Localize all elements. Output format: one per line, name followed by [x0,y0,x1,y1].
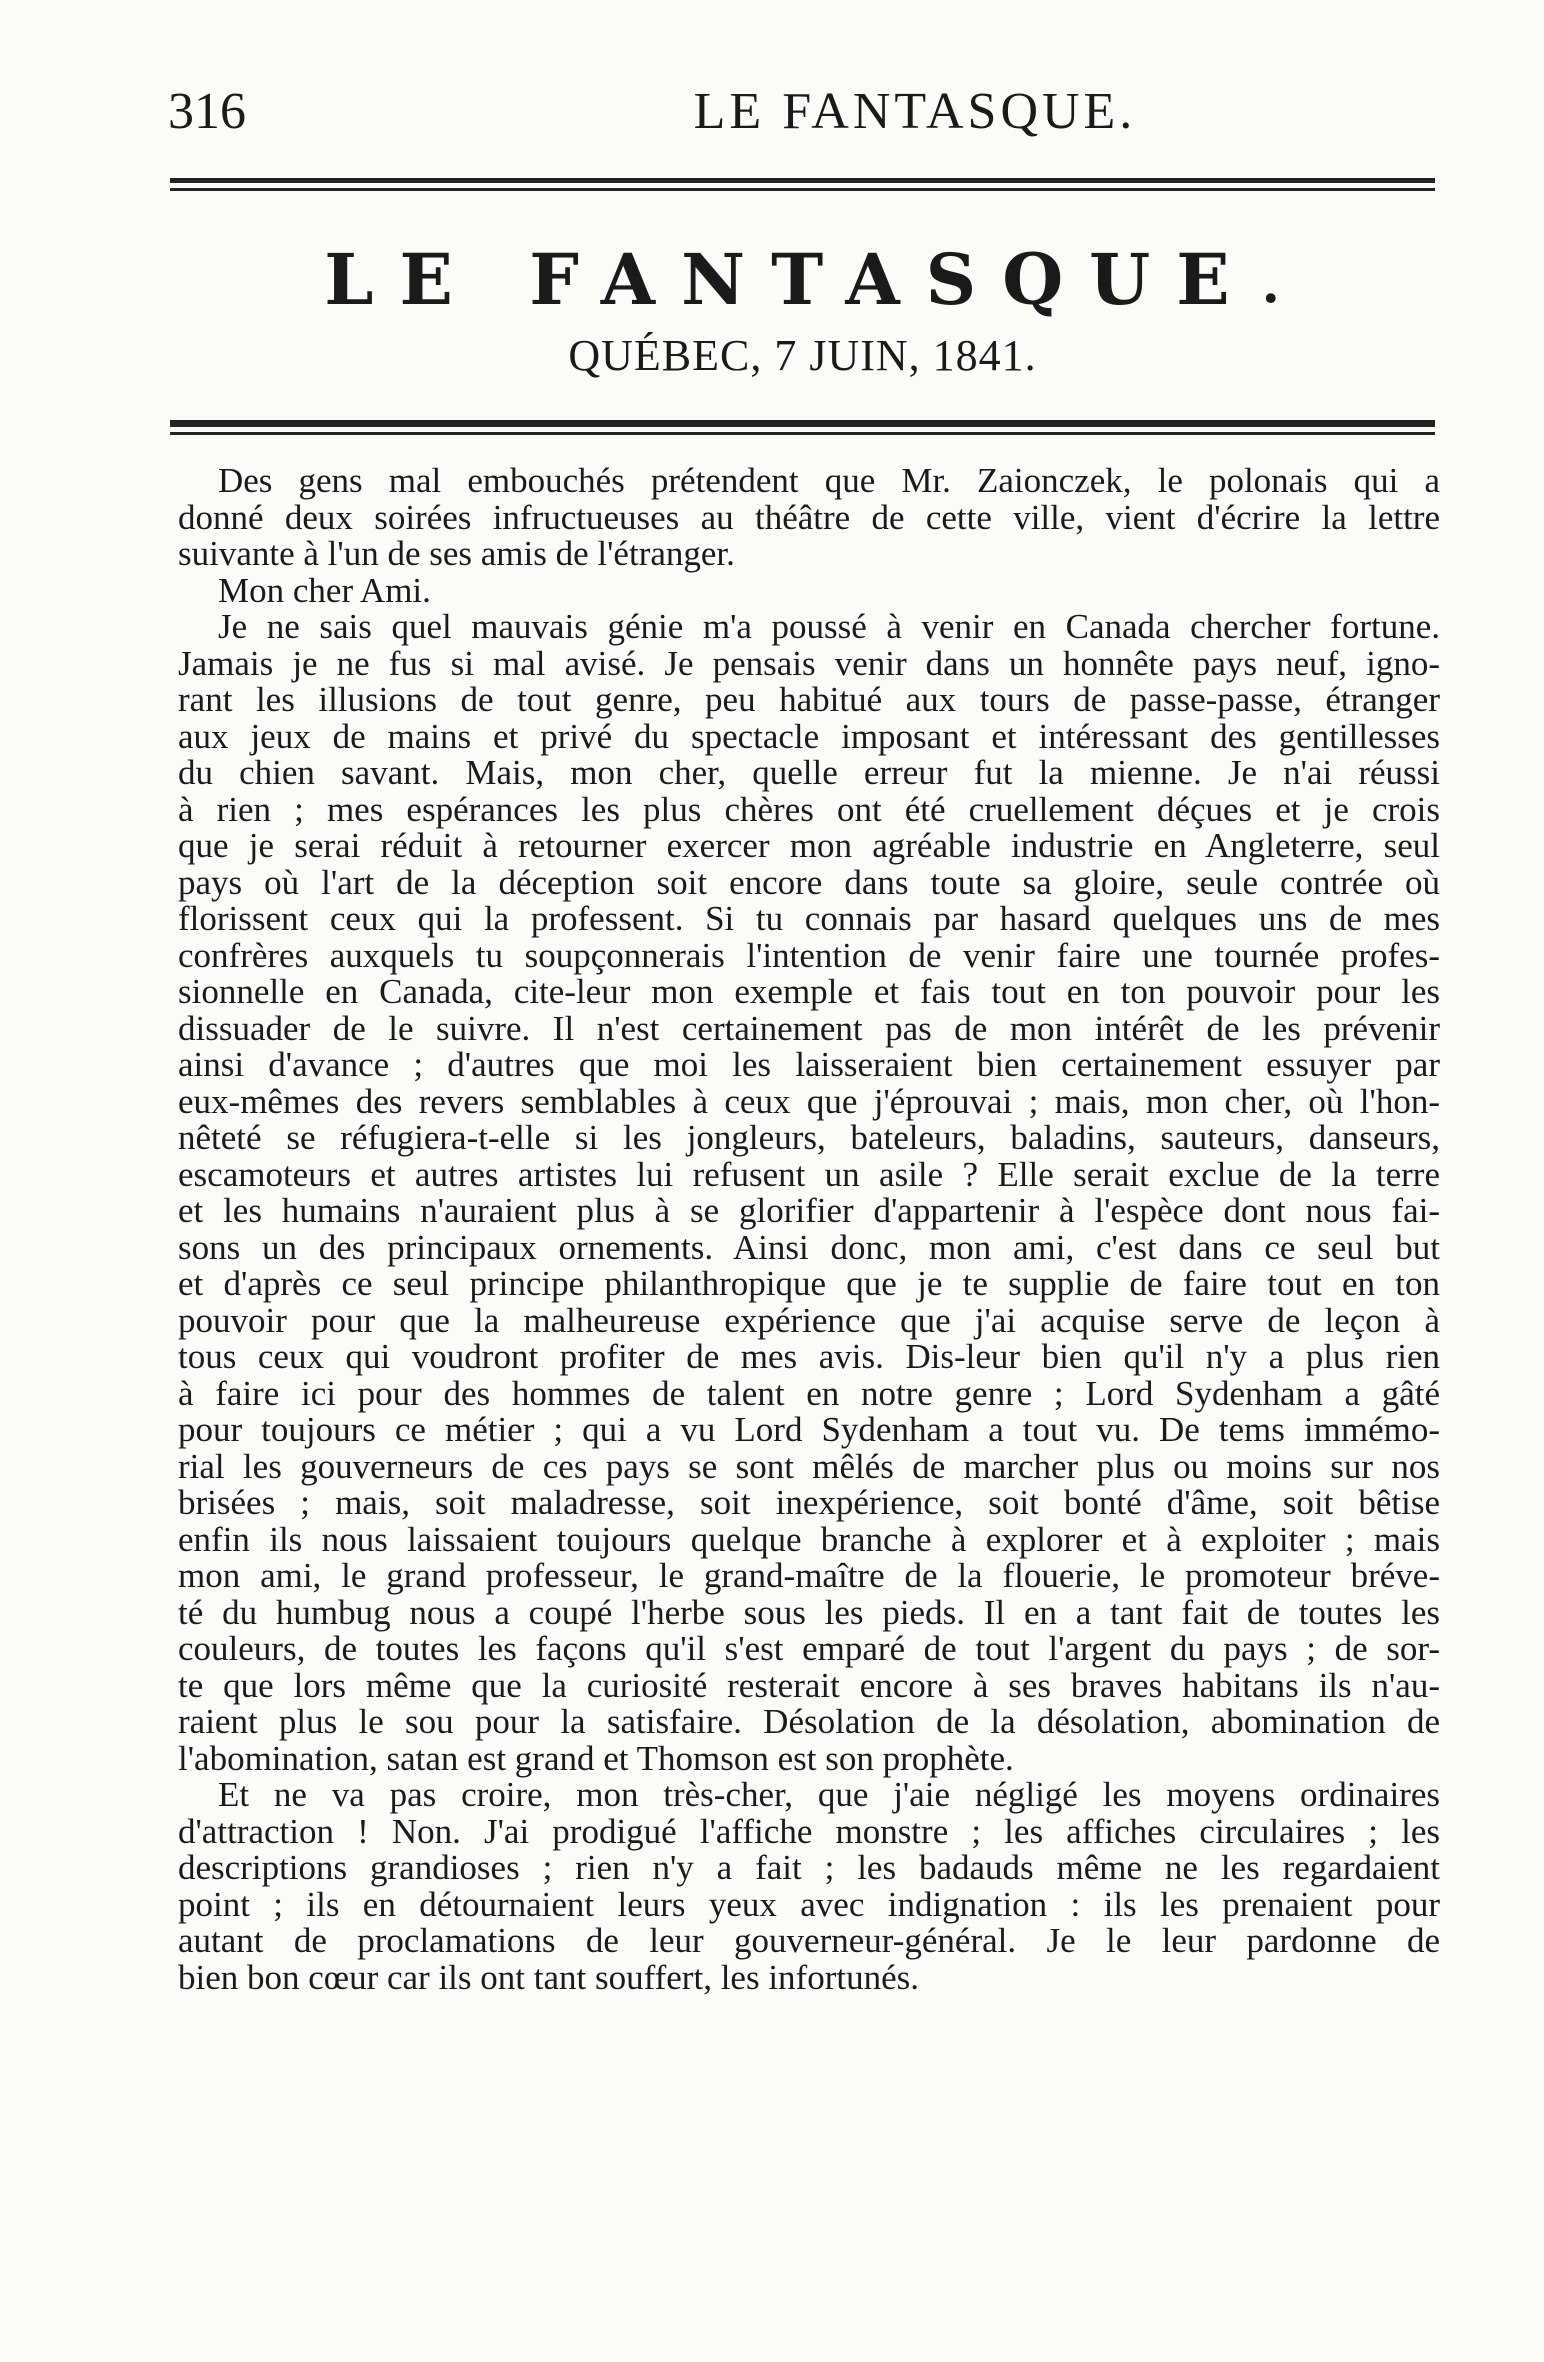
text-line: suivante à l'un de ses amis de l'étranger. [178,534,735,573]
text-line: confrères auxquels tu soupçonnerais l'intention de venir faire une tournée profes- [178,935,1440,975]
journal-name: LE FANTASQUE. [693,83,1137,140]
text-line: tous ceux qui voudront profiter de mes avis. Dis-leur bien qu'il n'y a plus rien [178,1337,1440,1376]
text-line: couleurs, de toutes les façons qu'il s'est emparé de tout l'argent du pays ; de sor- [178,1629,1440,1668]
text-line: donné deux soirées infructueuses au théâtre de cette ville, vient d'écrire la lettre [178,497,1440,537]
text-line: descriptions grandioses ; rien n'y a fait ; les badauds même ne les regardaient [178,1848,1440,1887]
text-line: Et ne va pas croire, mon très-cher, que j'aie négligé les moyens ordinaires [218,1775,1440,1814]
masthead-rule-thin [170,432,1435,435]
text-line: ainsi d'avance ; d'autres que moi les laisseraient bien certainement essuyer par [178,1045,1440,1084]
text-line: escamoteurs et autres artistes lui refusent un asile ? Elle serait exclue de la terre [178,1154,1440,1194]
text-line: pays où l'art de la déception soit encore dans toute sa gloire, seule contrée où [178,862,1440,902]
text-line: florissent ceux qui la professent. Si tu connais par hasard quelques uns de mes [178,899,1440,938]
text-line: Mon cher Ami. [218,570,431,610]
masthead-rule-thick [170,420,1435,427]
running-head [160,72,1440,152]
text-line: rant les illusions de tout genre, peu habitué aux tours de passe-passe, étranger [178,680,1440,719]
text-line: à rien ; mes espérances les plus chères ont été cruellement déçues et je crois [178,789,1440,829]
masthead-ornament: • [1260,279,1281,320]
text-line: eux-mêmes des revers semblables à ceux que j'éprouvai ; mais, mon cher, où l'hon- [178,1081,1440,1121]
text-line: te que lors même que la curiosité resterait encore à ses braves habitans ils n'au- [178,1665,1440,1705]
text-line: et les humains n'auraient plus à se glorifier d'appartenir à l'espèce dont nous fai- [178,1191,1440,1230]
text-line: autant de proclamations de leur gouverneur-général. Je le leur pardonne de [178,1921,1440,1960]
text-line: sionnelle en Canada, cite-leur mon exemple et fais tout en ton pouvoir pour les [178,972,1440,1011]
text-line: Je ne sais quel mauvais génie m'a poussé à venir en Canada chercher fortune. [218,607,1440,646]
text-line: enfin ils nous laissaient toujours quelque branche à explorer et à exploiter ; mais [178,1519,1440,1559]
text-line: sons un des principaux ornements. Ainsi donc, mon ami, c'est dans ce seul but [178,1227,1440,1267]
text-line: nêteté se réfugiera-t-elle si les jongleurs, bateleurs, baladins, sauteurs, danseurs, [178,1118,1440,1157]
article-text [178,463,1440,1996]
text-line: raient plus le sou pour la satisfaire. Désolation de la désolation, abomination de [178,1702,1440,1741]
header-rule-thin [170,188,1435,191]
text-line: du chien savant. Mais, mon cher, quelle erreur fut la mienne. Je n'ai réussi [178,753,1440,792]
text-line: aux jeux de mains et privé du spectacle imposant et intéressant des gentillesses [178,716,1440,756]
text-line: pouvoir pour que la malheureuse expérience que j'ai acquise serve de leçon à [178,1300,1440,1340]
dateline: QUÉBEC, 7 JUIN, 1841. [568,331,1037,380]
text-line: Jamais je ne fus si mal avisé. Je pensais venir dans un honnête pays neuf, igno- [178,643,1440,683]
text-line: que je serai réduit à retourner exercer mon agréable industrie en Angleterre, seul [178,826,1440,865]
text-line: à faire ici pour des hommes de talent en notre genre ; Lord Sydenham a gâté [178,1373,1440,1413]
masthead [170,230,1435,330]
text-line: pour toujours ce métier ; qui a vu Lord Sydenham a tout vu. De tems immémo- [178,1410,1440,1449]
text-line: Des gens mal embouchés prétendent que Mr. Zaionczek, le polonais qui a [218,461,1440,500]
text-line: té du humbug nous a coupé l'herbe sous les pieds. Il en a tant fait de toutes les [178,1592,1440,1632]
text-line: dissuader de le suivre. Il n'est certainement pas de mon intérêt de les prévenir [178,1008,1440,1048]
text-line: brisées ; mais, soit maladresse, soit inexpérience, soit bonté d'âme, soit bêtise [178,1483,1440,1522]
masthead-title: LE FANTASQUE [324,238,1256,321]
page-number: 316 [168,83,246,140]
text-line: mon ami, le grand professeur, le grand-maître de la flouerie, le promoteur bréve- [178,1556,1440,1595]
text-line: et d'après ce seul principe philanthropique que je te supplie de faire tout en ton [178,1264,1440,1303]
text-line: point ; ils en détournaient leurs yeux avec indignation : ils les prenaient pour [178,1884,1440,1924]
text-line: rial les gouverneurs de ces pays se sont mêlés de marcher plus ou moins sur nos [178,1446,1440,1486]
text-line: bien bon cœur car ils ont tant souffert, les infortunés. [178,1957,919,1997]
header-rule-thick [170,178,1435,183]
text-line: d'attraction ! Non. J'ai prodigué l'affiche monstre ; les affiches circulaires ; les [178,1811,1440,1851]
text-line: l'abomination, satan est grand et Thomson est son prophète. [178,1738,1014,1778]
